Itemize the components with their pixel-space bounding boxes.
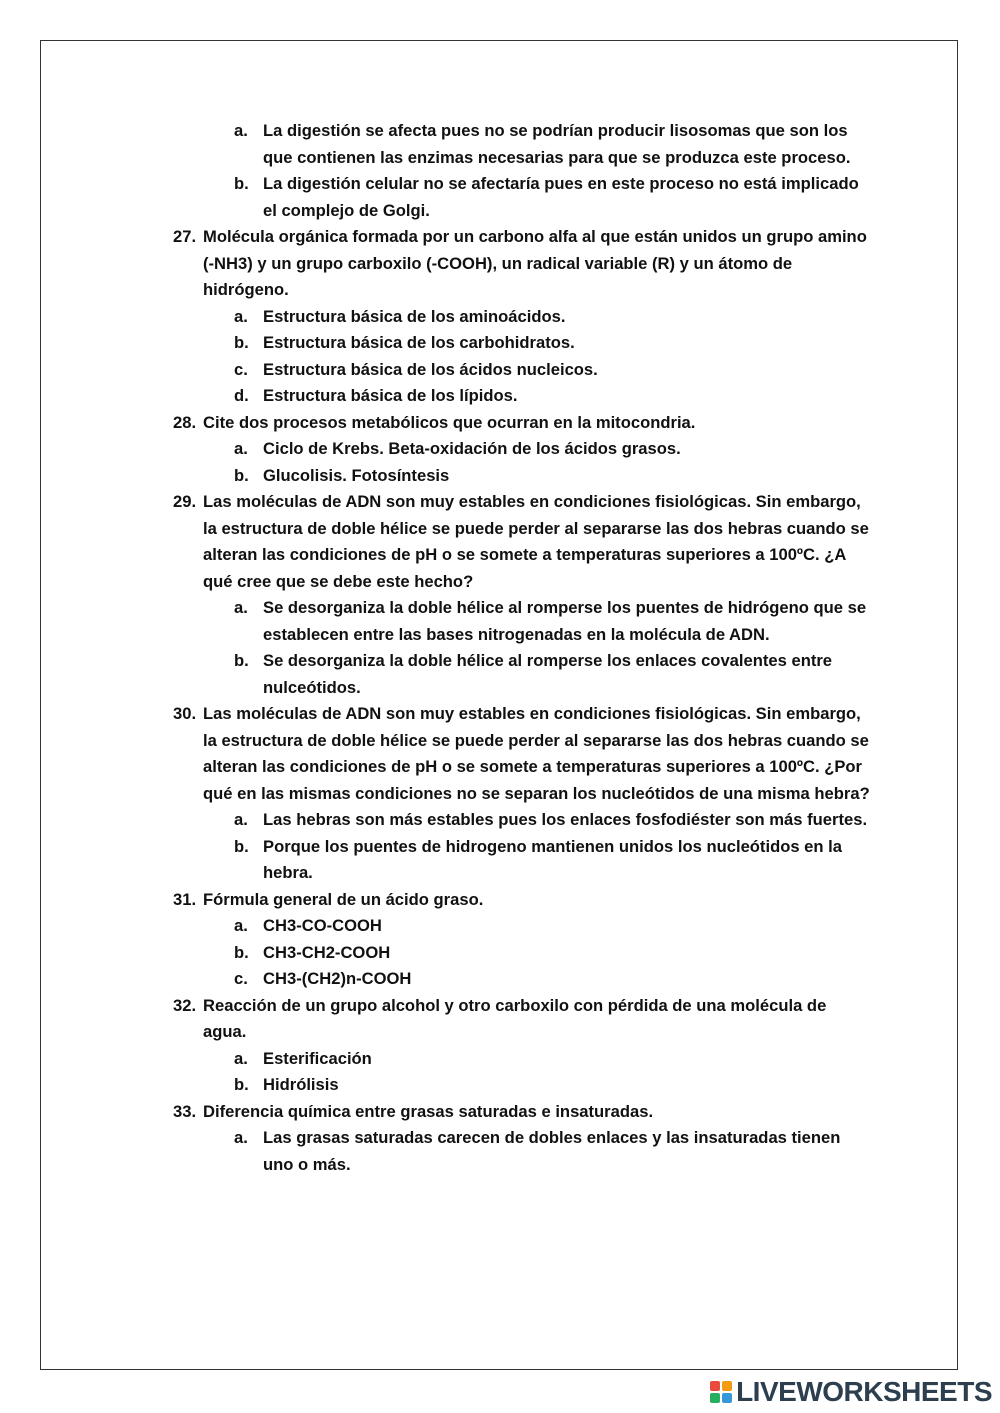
answer-option[interactable] xyxy=(234,940,873,967)
question-line: Fórmula general de un ácido graso. xyxy=(203,889,484,909)
answer-option[interactable] xyxy=(234,648,873,701)
option-text: CH3-CO-COOH xyxy=(263,916,382,935)
question-28 xyxy=(173,410,873,437)
question-line: Reacción de un grupo alcohol y otro carboxilo con pérdida de una molécula de agua. xyxy=(203,995,827,1041)
question-30 xyxy=(173,701,873,807)
logo-square xyxy=(722,1393,732,1403)
option-letter: a. xyxy=(234,1128,248,1147)
option-letter: a. xyxy=(234,306,248,326)
question-number: 28. xyxy=(173,412,197,432)
option-letter: a. xyxy=(234,439,248,458)
option-text: CH3-(CH2)n-COOH xyxy=(263,969,412,988)
question-line: Las moléculas de ADN son muy estables en condiciones fisiológicas. Sin embargo, la estructura de doble hélice se puede perder al separarse las dos hebras cuando se alteran las condiciones de pH o se somete a temperaturas superiores a 100ºC. ¿A qué cree que se debe este hecho? xyxy=(203,492,869,591)
option-letter: b. xyxy=(234,942,249,962)
question-32 xyxy=(173,993,873,1046)
option-letter: b. xyxy=(234,333,249,352)
answer-option[interactable] xyxy=(234,118,873,171)
answer-option[interactable] xyxy=(234,383,873,410)
option-letter: a. xyxy=(234,1048,248,1068)
option-text: Porque los puentes de hidrogeno mantienen unidos los nucleótidos en la hebra. xyxy=(263,836,842,882)
answer-option[interactable] xyxy=(234,834,873,887)
question-number: 31. xyxy=(173,889,197,909)
question-31 xyxy=(173,887,873,914)
answer-option[interactable] xyxy=(234,1072,873,1099)
option-text: Las grasas saturadas carecen de dobles enlaces y las insaturadas tienen uno o más. xyxy=(263,1128,841,1174)
option-text: Hidrólisis xyxy=(263,1075,339,1094)
question-text xyxy=(203,224,873,304)
option-letter: a. xyxy=(234,916,248,935)
option-text: Las hebras son más estables pues los enlaces fosfodiéster son más fuertes. xyxy=(263,810,868,829)
option-text: Estructura básica de los ácidos nucleicos. xyxy=(263,359,598,379)
option-text: Estructura básica de los aminoácidos. xyxy=(263,306,566,326)
question-number: 29. xyxy=(173,492,197,511)
option-text: La digestión se afecta pues no se podrían producir lisosomas que son los que contienen las enzimas necesarias para que se produzca este proceso. xyxy=(263,121,851,167)
answer-option[interactable] xyxy=(234,436,873,463)
logo-square xyxy=(710,1393,720,1403)
question-line: Las moléculas de ADN son muy estables en condiciones fisiológicas. Sin embargo, la estructura de doble hélice se puede perder al separarse las dos hebras cuando se alteran las condiciones de pH o se somete a temperaturas superiores a 100ºC. ¿Por qué en las mismas condiciones no se separan los nucleótidos de una misma hebra? xyxy=(203,704,870,803)
question-text xyxy=(203,887,873,914)
option-text: La digestión celular no se afectaría pues en este proceso no está implicado el complejo de Golgi. xyxy=(263,174,859,220)
answer-option[interactable] xyxy=(234,330,873,357)
option-text: Ciclo de Krebs. Beta-oxidación de los ácidos grasos. xyxy=(263,439,681,458)
option-letter: b. xyxy=(234,465,249,485)
option-letter: c. xyxy=(234,969,248,988)
answer-option[interactable] xyxy=(234,171,873,224)
question-number: 27. xyxy=(173,227,197,246)
answer-option[interactable] xyxy=(234,595,873,648)
option-text: Esterificación xyxy=(263,1048,372,1068)
question-33 xyxy=(173,1099,873,1126)
option-text: Glucolisis. Fotosíntesis xyxy=(263,465,450,485)
option-text: Se desorganiza la doble hélice al romperse los puentes de hidrógeno que se establecen entre las bases nitrogenadas en la molécula de ADN. xyxy=(263,598,867,644)
liveworksheets-logo[interactable] xyxy=(710,1377,992,1407)
option-text: Se desorganiza la doble hélice al romperse los enlaces covalentes entre nulceótidos. xyxy=(263,651,833,697)
option-text: CH3-CH2-COOH xyxy=(263,942,391,962)
question-number: 30. xyxy=(173,704,197,723)
question-line: Cite dos procesos metabólicos que ocurran en la mitocondria. xyxy=(203,412,696,432)
option-text: Estructura básica de los lípidos. xyxy=(263,386,518,405)
answer-option[interactable] xyxy=(234,1046,873,1073)
option-letter: d. xyxy=(234,386,249,405)
answer-option[interactable] xyxy=(234,357,873,384)
logo-squares-icon xyxy=(710,1381,732,1403)
answer-option[interactable] xyxy=(234,1125,873,1178)
question-line: (-NH3) y un grupo carboxilo (-COOH), un radical variable (R) y un átomo de hidrógeno. xyxy=(203,253,793,299)
question-number: 32. xyxy=(173,995,197,1015)
question-text xyxy=(203,489,873,595)
answer-option[interactable] xyxy=(234,463,873,490)
option-text: Estructura básica de los carbohidratos. xyxy=(263,333,575,352)
question-27 xyxy=(173,224,873,304)
answer-option[interactable] xyxy=(234,966,873,993)
option-letter: b. xyxy=(234,836,249,856)
question-text xyxy=(203,993,873,1046)
question-number: 33. xyxy=(173,1101,197,1121)
option-letter: b. xyxy=(234,174,249,193)
question-29 xyxy=(173,489,873,595)
option-letter: a. xyxy=(234,121,248,140)
answer-option[interactable] xyxy=(234,807,873,834)
option-letter: b. xyxy=(234,1075,249,1094)
question-text xyxy=(203,1099,873,1126)
question-text xyxy=(203,701,873,807)
option-letter: a. xyxy=(234,598,248,617)
question-line: Molécula orgánica formada por un carbono alfa al que están unidos un grupo amino xyxy=(203,227,867,246)
answer-option[interactable] xyxy=(234,304,873,331)
question-line: Diferencia química entre grasas saturadas e insaturadas. xyxy=(203,1101,654,1121)
question-text xyxy=(203,410,873,437)
worksheet-content xyxy=(173,118,873,1178)
option-letter: c. xyxy=(234,359,248,379)
logo-square xyxy=(722,1381,732,1391)
logo-square xyxy=(710,1381,720,1391)
answer-option[interactable] xyxy=(234,913,873,940)
option-letter: b. xyxy=(234,651,249,670)
option-letter: a. xyxy=(234,810,248,829)
brand-name: LIVEWORKSHEETS xyxy=(736,1376,992,1407)
